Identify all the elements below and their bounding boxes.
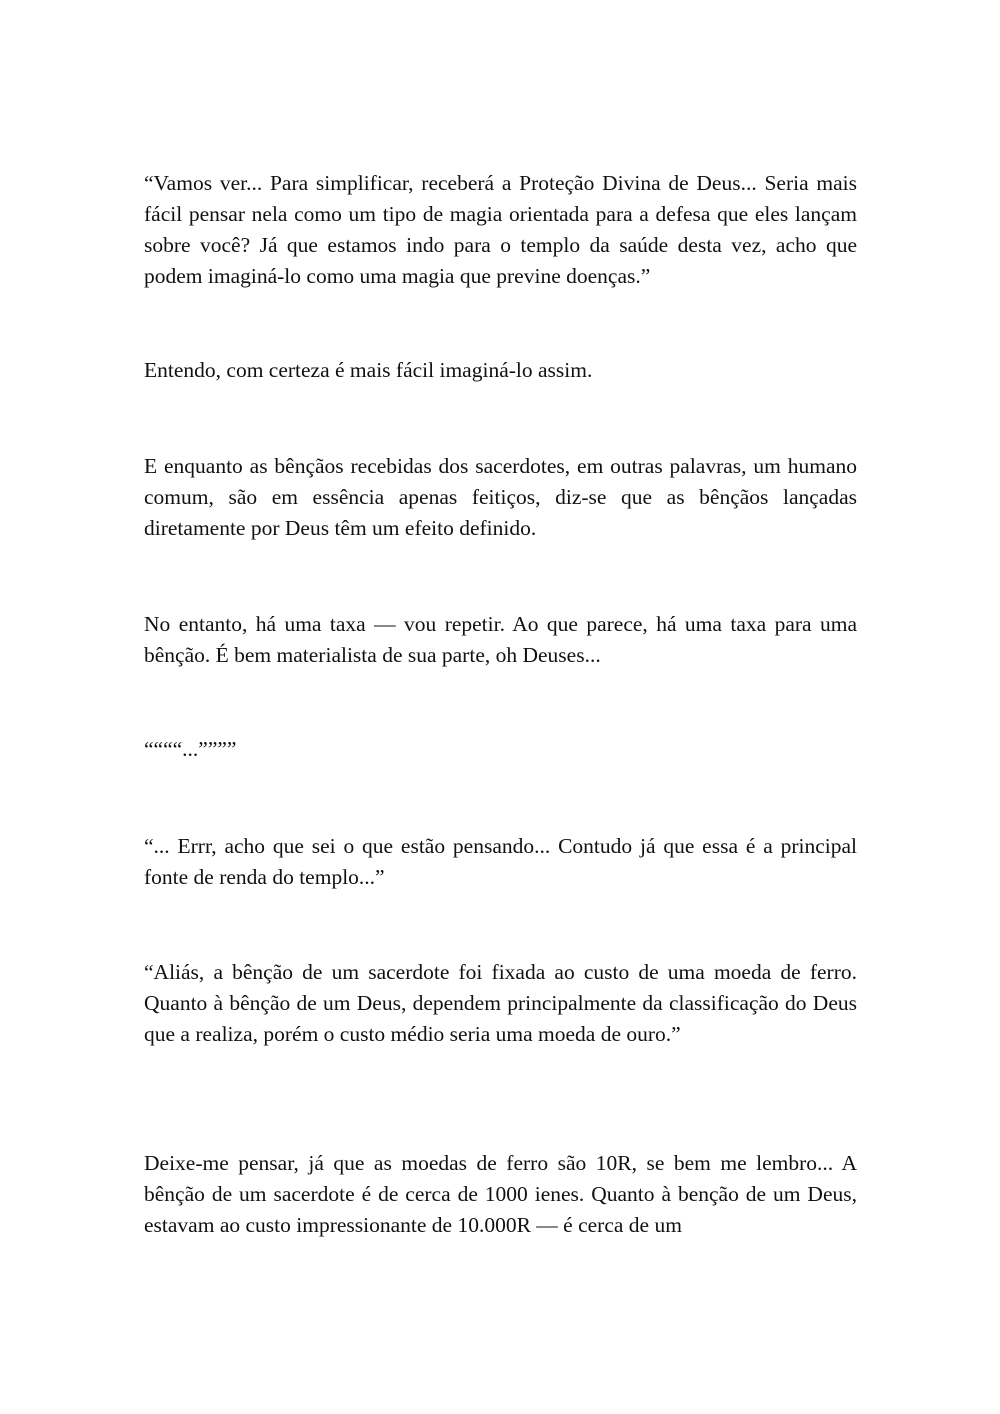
paragraph-silence: ““““...””””	[144, 737, 237, 761]
paragraph-understanding: Entendo, com certeza é mais fácil imaginá-lo assim.	[144, 358, 593, 382]
paragraph-fee: No entanto, há uma taxa — vou repetir. Ao que parece, há uma taxa para uma bênção. É bem materialista de sua parte, oh Deuses...	[144, 612, 857, 667]
paragraph-divine-protection: “Vamos ver... Para simplificar, receberá a Proteção Divina de Deus... Seria mais fácil pensar nela como um tipo de magia orientada para a defesa que eles lançam sobre você? Já que estamos indo para o templo da saúde desta vez, acho que podem imaginá-lo como uma magia que previne doenças.”	[144, 171, 857, 288]
paragraph-blessing-cost: “Aliás, a bênção de um sacerdote foi fixada ao custo de uma moeda de ferro. Quanto à bênção de um Deus, dependem principalmente da classificação do Deus que a realiza, porém o custo médio seria uma moeda de ouro.”	[144, 960, 857, 1046]
paragraph-blessings-effect: E enquanto as bênçãos recebidas dos sacerdotes, em outras palavras, um humano comum, são em essência apenas feitiços, diz-se que as bênçãos lançadas diretamente por Deus têm um efeito definido.	[144, 454, 857, 540]
paragraph-currency-conversion: Deixe-me pensar, já que as moedas de ferro são 10R, se bem me lembro... A bênção de um sacerdote é de cerca de 1000 ienes. Quanto à benção de um Deus, estavam ao custo impressionante de 10.000R — é cerca de um	[144, 1151, 857, 1237]
paragraph-income-source: “... Errr, acho que sei o que estão pensando... Contudo já que essa é a principal fonte de renda do templo...”	[144, 834, 857, 889]
